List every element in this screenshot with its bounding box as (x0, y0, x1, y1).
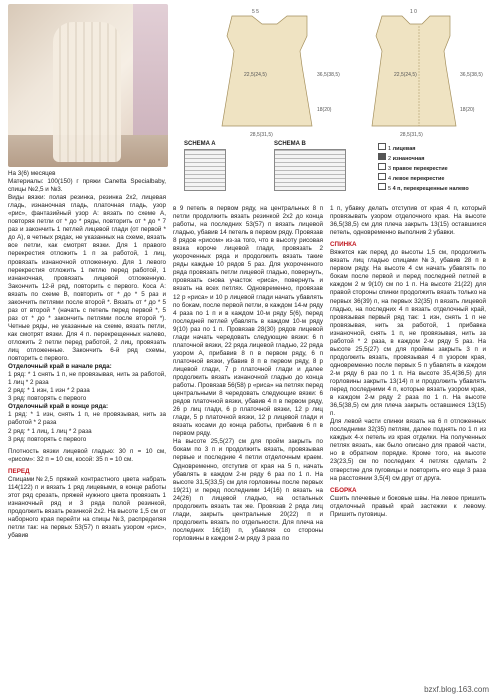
dim-bottom-left: 28,5(31,5) (250, 132, 273, 138)
schema-a-grid (184, 149, 226, 191)
legend-item: 3 правое перекрестие (378, 163, 469, 173)
dim-side-right: 18(20) (460, 107, 475, 113)
legend-item: 1 лицевая (378, 143, 469, 153)
dim-height-right: 36,5(38,5) (460, 72, 483, 78)
schema-b-grid (274, 149, 346, 191)
schema-a-label: SCHEMA A (184, 141, 216, 147)
dim-side-left: 18(20) (317, 107, 332, 113)
schema-b-label: SCHEMA B (274, 141, 306, 147)
text-column-3: 1 п, убавку делать отступив от края 4 п, который провязывать узором отделочного края. На высоте 36,5(38,5) см для плеча закрыть 13(15) оставшихся петель, одновременно выполнив 2 убавки. СПИНКА Вяжется как перед до высоты 1,5 см, продолжить вязать лиц гладью спицами №3, убавив 28 п в первом ряду. На высоте 4 см начать убавлять по бокам после первой и перед последней петлей в каждом 2 м 9(10) см по 1 п. На высоте 21(22) для правой стороны спинки продолжить вязать только на первых 36(39) п, на первых 32(35) п вязать лицевой гладью, на последних 4 п вязать отделочный край, провязывая первый ряд так: 1 изн, снять 1 п не провязывая, нить за работой, 1 прибавка изнаночной, снять 1 п, не провязывая, нить за работой * 2 раза, в каждом 2-м ряду 5 раз. На высоте 25,5(27) см для проймы закрыть 3 п и продолжить вязать, провязывая 4 п узором края, одновременно после первых 5 п убавлять в каждом 2-м ряду 6 раз по 1 п. На высоте 35,4(36,5) для горловины закрыть 13(14) п и продолжить убавлять перед последними 4 п, которые вязать узором края, в каждом 2-м ряду 2 раза по 1 п. На высоте 36,5(38,5) см для плеча закрыть оставшиеся 13(15) п. Для левой части спинки вязать на 6 п отложенных последними 32(35) петлям, далее поднять по 1 п из каждых 4-х петель из края отделки. На полученных петлях вязать, как было описано для правой части, но в обратном порядке. Кроме того, на высоте 23(23,5) см по последних 4 петлях сделать 2 отверстие для пуговицы и повторить его еще 3 раза на расстоянии 3,5(4) см друг от друга. СБОРКА Сшить плечевые и боковые швы. На левое пришить отделочный правый край застежки к левому. Пришить пуговицы. (330, 205, 486, 518)
legend-item: 4 левое перекрестие (378, 173, 469, 183)
dim-bottom-right: 28,5(31,5) (400, 132, 423, 138)
legend (378, 143, 469, 193)
schemas-area (182, 141, 486, 196)
legend-item: 2 изнаночная (378, 153, 469, 163)
pattern-diagram (182, 6, 486, 140)
dim-mid-left: 22,5(24,5) (244, 72, 267, 78)
knitted-vest (53, 22, 121, 162)
dim-top-back: 1 0 (410, 9, 417, 15)
watermark: bzxf.blog.163.com (424, 685, 489, 694)
text-column-2: в 9 петель в первом ряду, на центральных 8 п петли продолжить вязать резинкой 2х2 до конца работы, на последних 53(57) п вязать лицевой гладью, убавив 14 петель в первом ряду. Провязав 8 рядов «рисом» из-за того, что в высоту рисовая вязка короче лицевой глади, провязать 2 укороченных ряда и продолжить вязать такие ряды каждые 10 рядов 5 раз. Для укороченного ряда провязать петли лицевой гладью, повернуть, провязать снова участок «риса», повернуть и вязать на всех петлях. Одновременно, провязав 12 р «риса» и 10 р лицевой глади начать убавлять по бокам, после первой петли, в каждом 14-м ряду 4 раза по 1 п и в каждом 10-м ряду 5(6), перед последней петлей убавлять в каждом 10-м ряду 9(10) раз по 1 п. Провязав 28(30) рядов лицевой глади начать чередовать следующие вязки: 6 п платочной вязки, 22 ряда лицевой гладью, 22 ряда узором А, прибавив 8 п в первом ряду, 6 п платочной вязки, убавив 8 п в первом ряду, 8 р лицевой глади, 7 р платочной глади и далее продолжить вязать изнаночной гладью до конца работы. Провязав 56(58) р «риса» на петлях перед центральными 8 чередовать следующие вязки: 6 рядов платочной вязки, убавив 4 п в первом ряду, 26 р лиц глади, 6 р платочной вязки, 12 р лиц глади, 5 р платочной вязки, 12 р лицевой глади и вязать косами до конца работы, прибавив 6 п в первом ряду. На высоте 25,5(27) см для пройм закрыть по бокам по 3 п и продолжить вязать, провязывая первые и последние 4 петли отделочным краем. Одновременно, отступив от края на 5 п, начать убавлять в каждом 2-м ряду 6 раз по 1 п. На высоте 31,5(33,5) см для горловины после первых 19(21) и перед последними 14(16) п вязать на 24(26) п лицевой гладью, на остальных продолжить вязать так же. Провязав 2 ряда лиц глади, закрыть центральные 20(22) п и продолжить вязать по отдельности. Для плеча на последних 16(18) п, убавляя со стороны горловины в каждом 2-м ряду 3 раза по (173, 205, 323, 542)
dim-top-front: 5 5 (252, 9, 259, 15)
dim-height-left: 36,5(38,5) (317, 72, 340, 78)
dim-mid-right: 22,5(24,5) (394, 72, 417, 78)
legend-item: 5 4 п, перекрещенные налево (378, 183, 469, 193)
text-column-1: На 3(6) месяцев Материалы: 100(150) г пряжи Canetta Specialbaby, спицы №2,5 и №3. Виды вязки: полая резинка, резинка 2х2, лицевая гладь, изнаночная гладь, платочная гладь, узор «рис», фантазийный узор А: вязать по схеме А, повторяя петли от * до * ряды, повторить от * до * 7 раз и закончить 1 петлей лицевой глади (от первой * до А), в четных рядах, не указанных на схеме, вязать все петли, как смотрят вязки. Для 1 правого перекрестия отложить 1 п за работой, 1 лиц, провязать изнаночной отложенную. Для 1 левого перекрестия отложить 1 петлю перед работой, 1 изнаночная, провязать лицевой отложенную. Закончить 12-й ряд, повторить с первого. Коса А: вязать по схеме В, повторить от * до * 5 раз и закончить петлями после второй *. Вязать от * до * 5 раз от второй * (начать с петель перед первой *, 5 раз от * до * закончить петлями после второй *). Четные ряды, не указанные на схеме, вязать петли, как смотрят вязки. Для 4 п. перекрещенных налево, отложить 2 петли перед работой, 2 лиц, провязать лиц отложенные. Закончить 6-й ряд схемы, повторить с первого. Отделочный край в начале ряда: 1 ряд: * 1 снять 1 п, не провязывая, нить за работой, 1 лиц * 2 раза 2 ряд: * 1 изн, 1 изн * 2 раза 3 ряд: повторять с первого Отделочный край в конце ряда: 1 ряд: * 1 изн, снять 1 п, не провязывая, нить за работой * 2 раза 2 ряд: * 1 лиц, 1 лиц * 2 раза 3 ряд: повторять с первого Плотность вязки лицевой гладью: 30 п = 10 см, «рисом»: 32 п = 10 см, косой: 35 п = 10 см. ПЕРЕД Спицами№2,5 пряжей контрастного цвета набрать 114(122) п и вязать 1 ряд лицевыми, в конце работы этот ряд срезать, пряжей нужного цвета провязать 1 изнаночный ряд и 3 ряда полой резинкой, продолжить вязать резинкой 2х2. На высоте 1,5 см от наборного края перейти на спицы №3, распределяя петли так: на первых 53(57) п вязать узором «рис», убавив (8, 170, 166, 540)
baby-vest-photo (8, 4, 168, 167)
